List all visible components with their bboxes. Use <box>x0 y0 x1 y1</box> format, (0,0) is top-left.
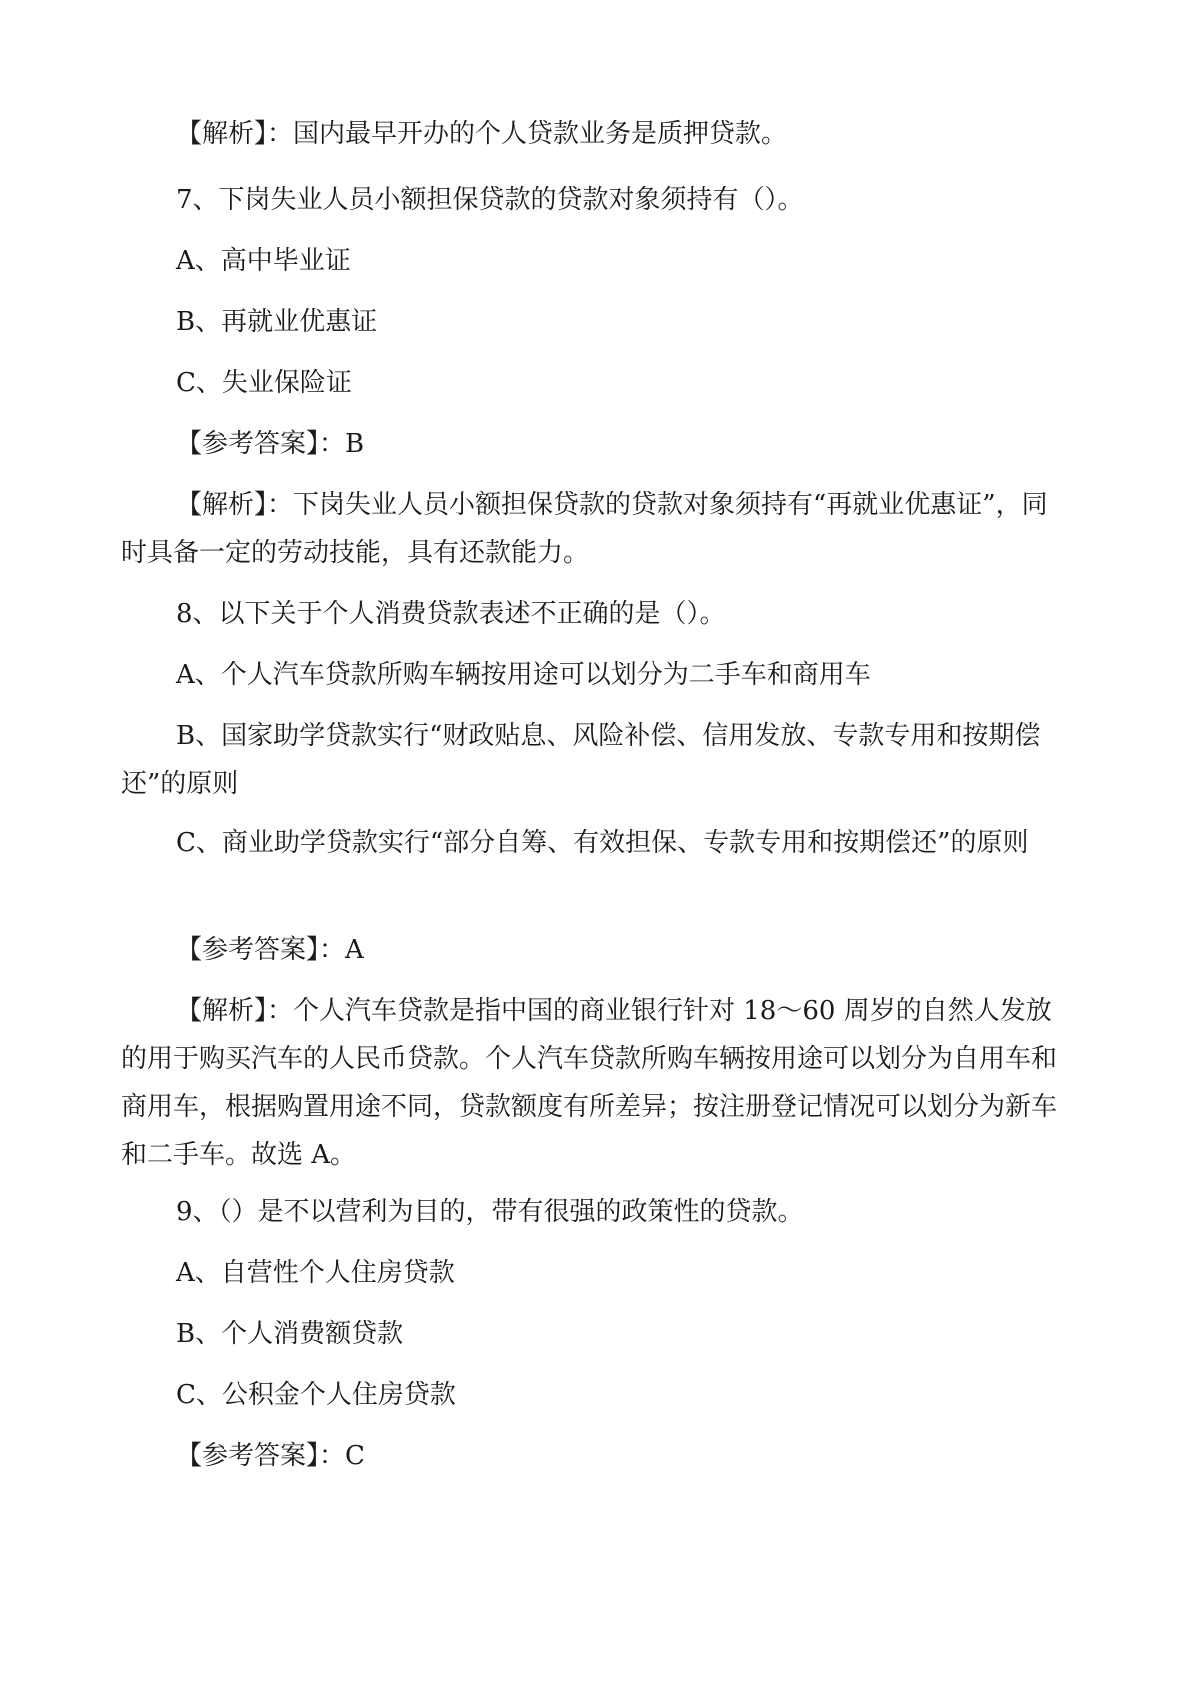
question-7-option-b: B、再就业优惠证 <box>176 307 378 337</box>
question-7-answer: 【参考答案】：B <box>176 429 365 459</box>
question-8: 8、以下关于个人消费贷款表述不正确的是（）。 <box>176 599 726 629</box>
question-8-option-a: A、个人汽车贷款所购车辆按用途可以划分为二手车和商用车 <box>176 660 871 690</box>
question-8-option-b: B、国家助学贷款实行“财政贴息、风险补偿、信用发放、专款专用和按期偿还”的原则 <box>121 721 1041 799</box>
question-7: 7、下岗失业人员小额担保贷款的贷款对象须持有（）。 <box>176 185 804 215</box>
analysis-text: 【解析】：国内最早开办的个人贷款业务是质押贷款。 <box>176 119 788 149</box>
question-9-option-b: B、个人消费额贷款 <box>176 1319 404 1349</box>
question-9-option-c: C、公积金个人住房贷款 <box>176 1380 456 1410</box>
question-7-option-c: C、失业保险证 <box>176 368 352 398</box>
question-7-analysis: 【解析】：下岗失业人员小额担保贷款的贷款对象须持有“再就业优惠证”，同时具备一定的劳动技能，具有还款能力。 <box>121 490 1048 568</box>
question-8-analysis: 【解析】：个人汽车贷款是指中国的商业银行针对 18～60 周岁的自然人发放的用于购买汽车的人民币贷款。个人汽车贷款所购车辆按用途可以划分为自用车和商用车，根据购置用途不同，贷款额度有所差异；按注册登记情况可以划分为新车和二手车。故选 A。 <box>121 996 1058 1170</box>
question-7-option-a: A、高中毕业证 <box>176 246 351 276</box>
question-9: 9、（）是不以营利为目的，带有很强的政策性的贷款。 <box>176 1197 804 1227</box>
question-9-answer: 【参考答案】：C <box>176 1441 365 1471</box>
question-8-option-c: C、商业助学贷款实行“部分自筹、有效担保、专款专用和按期偿还”的原则 <box>176 828 1029 858</box>
question-8-answer: 【参考答案】：A <box>176 935 364 965</box>
question-9-option-a: A、自营性个人住房贷款 <box>176 1258 455 1288</box>
